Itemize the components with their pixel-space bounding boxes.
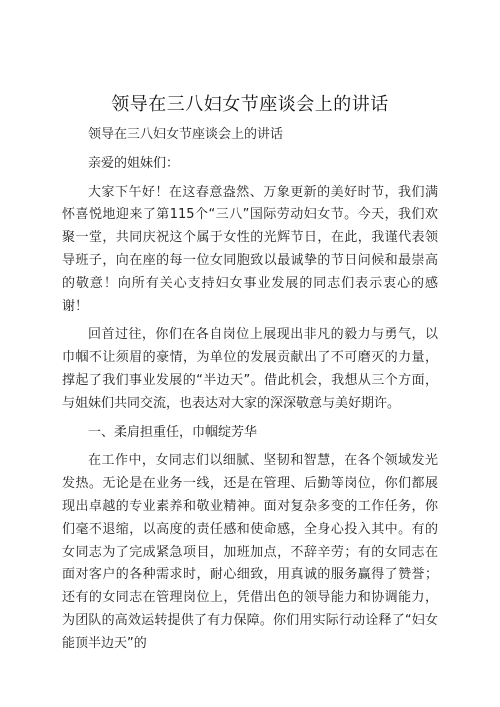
salutation: 亲爱的姐妹们： xyxy=(88,155,180,171)
section-paragraph: 在工作中，女同志们以细腻、坚韧和智慧，在各个领域发光发热。无论是在业务一线，还是在管理、后勤等岗位，你们都展现出卓越的专业素养和敬业精神。面对复杂多变的工作任务，你们毫不退缩，以高度的责任感和使命感，全身心投入其中。有的女同志为了完成紧急项目，加班加点，不辞辛劳；有的女同志在面对客户的各种需求时，耐心细致，用真诚的服务赢得了赞誉；还有的女同志在管理岗位上，凭借出色的领导能力和协调能力，为团队的高效运转提供了有力保障。你们用实际行动诠释了“妇女能顶半边天”的 xyxy=(62,453,438,651)
document-subtitle: 领导在三八妇女节座谈会上的讲话 xyxy=(88,127,284,142)
section-heading: 一、柔肩担重任，巾帼绽芳华 xyxy=(88,424,258,440)
document-title: 领导在三八妇女节座谈会上的讲话 xyxy=(111,94,389,115)
paragraph-review: 回首过往，你们在各自岗位上展现出非凡的毅力与勇气，以巾帼不让须眉的豪情，为单位的发展贡献出了不可磨灭的力量，撑起了我们事业发展的“半边天”。借此机会，我想从三个方面，与姐妹们共同交流，也表达对大家的深深敬意与美好期许。 xyxy=(62,327,438,411)
paragraph-greeting: 大家下午好！在这春意盎然、万象更新的美好时节，我们满怀喜悦地迎来了第115个“三八”国际劳动妇女节。今天，我们欢聚一堂，共同庆祝这个属于女性的光辉节日，在此，我谨代表领导班子，向在座的每一位女同胞致以最诚挚的节日问候和最崇高的敬意！向所有关心支持妇女事业发展的同志们表示衷心的感谢！ xyxy=(62,184,438,314)
document-body xyxy=(62,124,438,662)
